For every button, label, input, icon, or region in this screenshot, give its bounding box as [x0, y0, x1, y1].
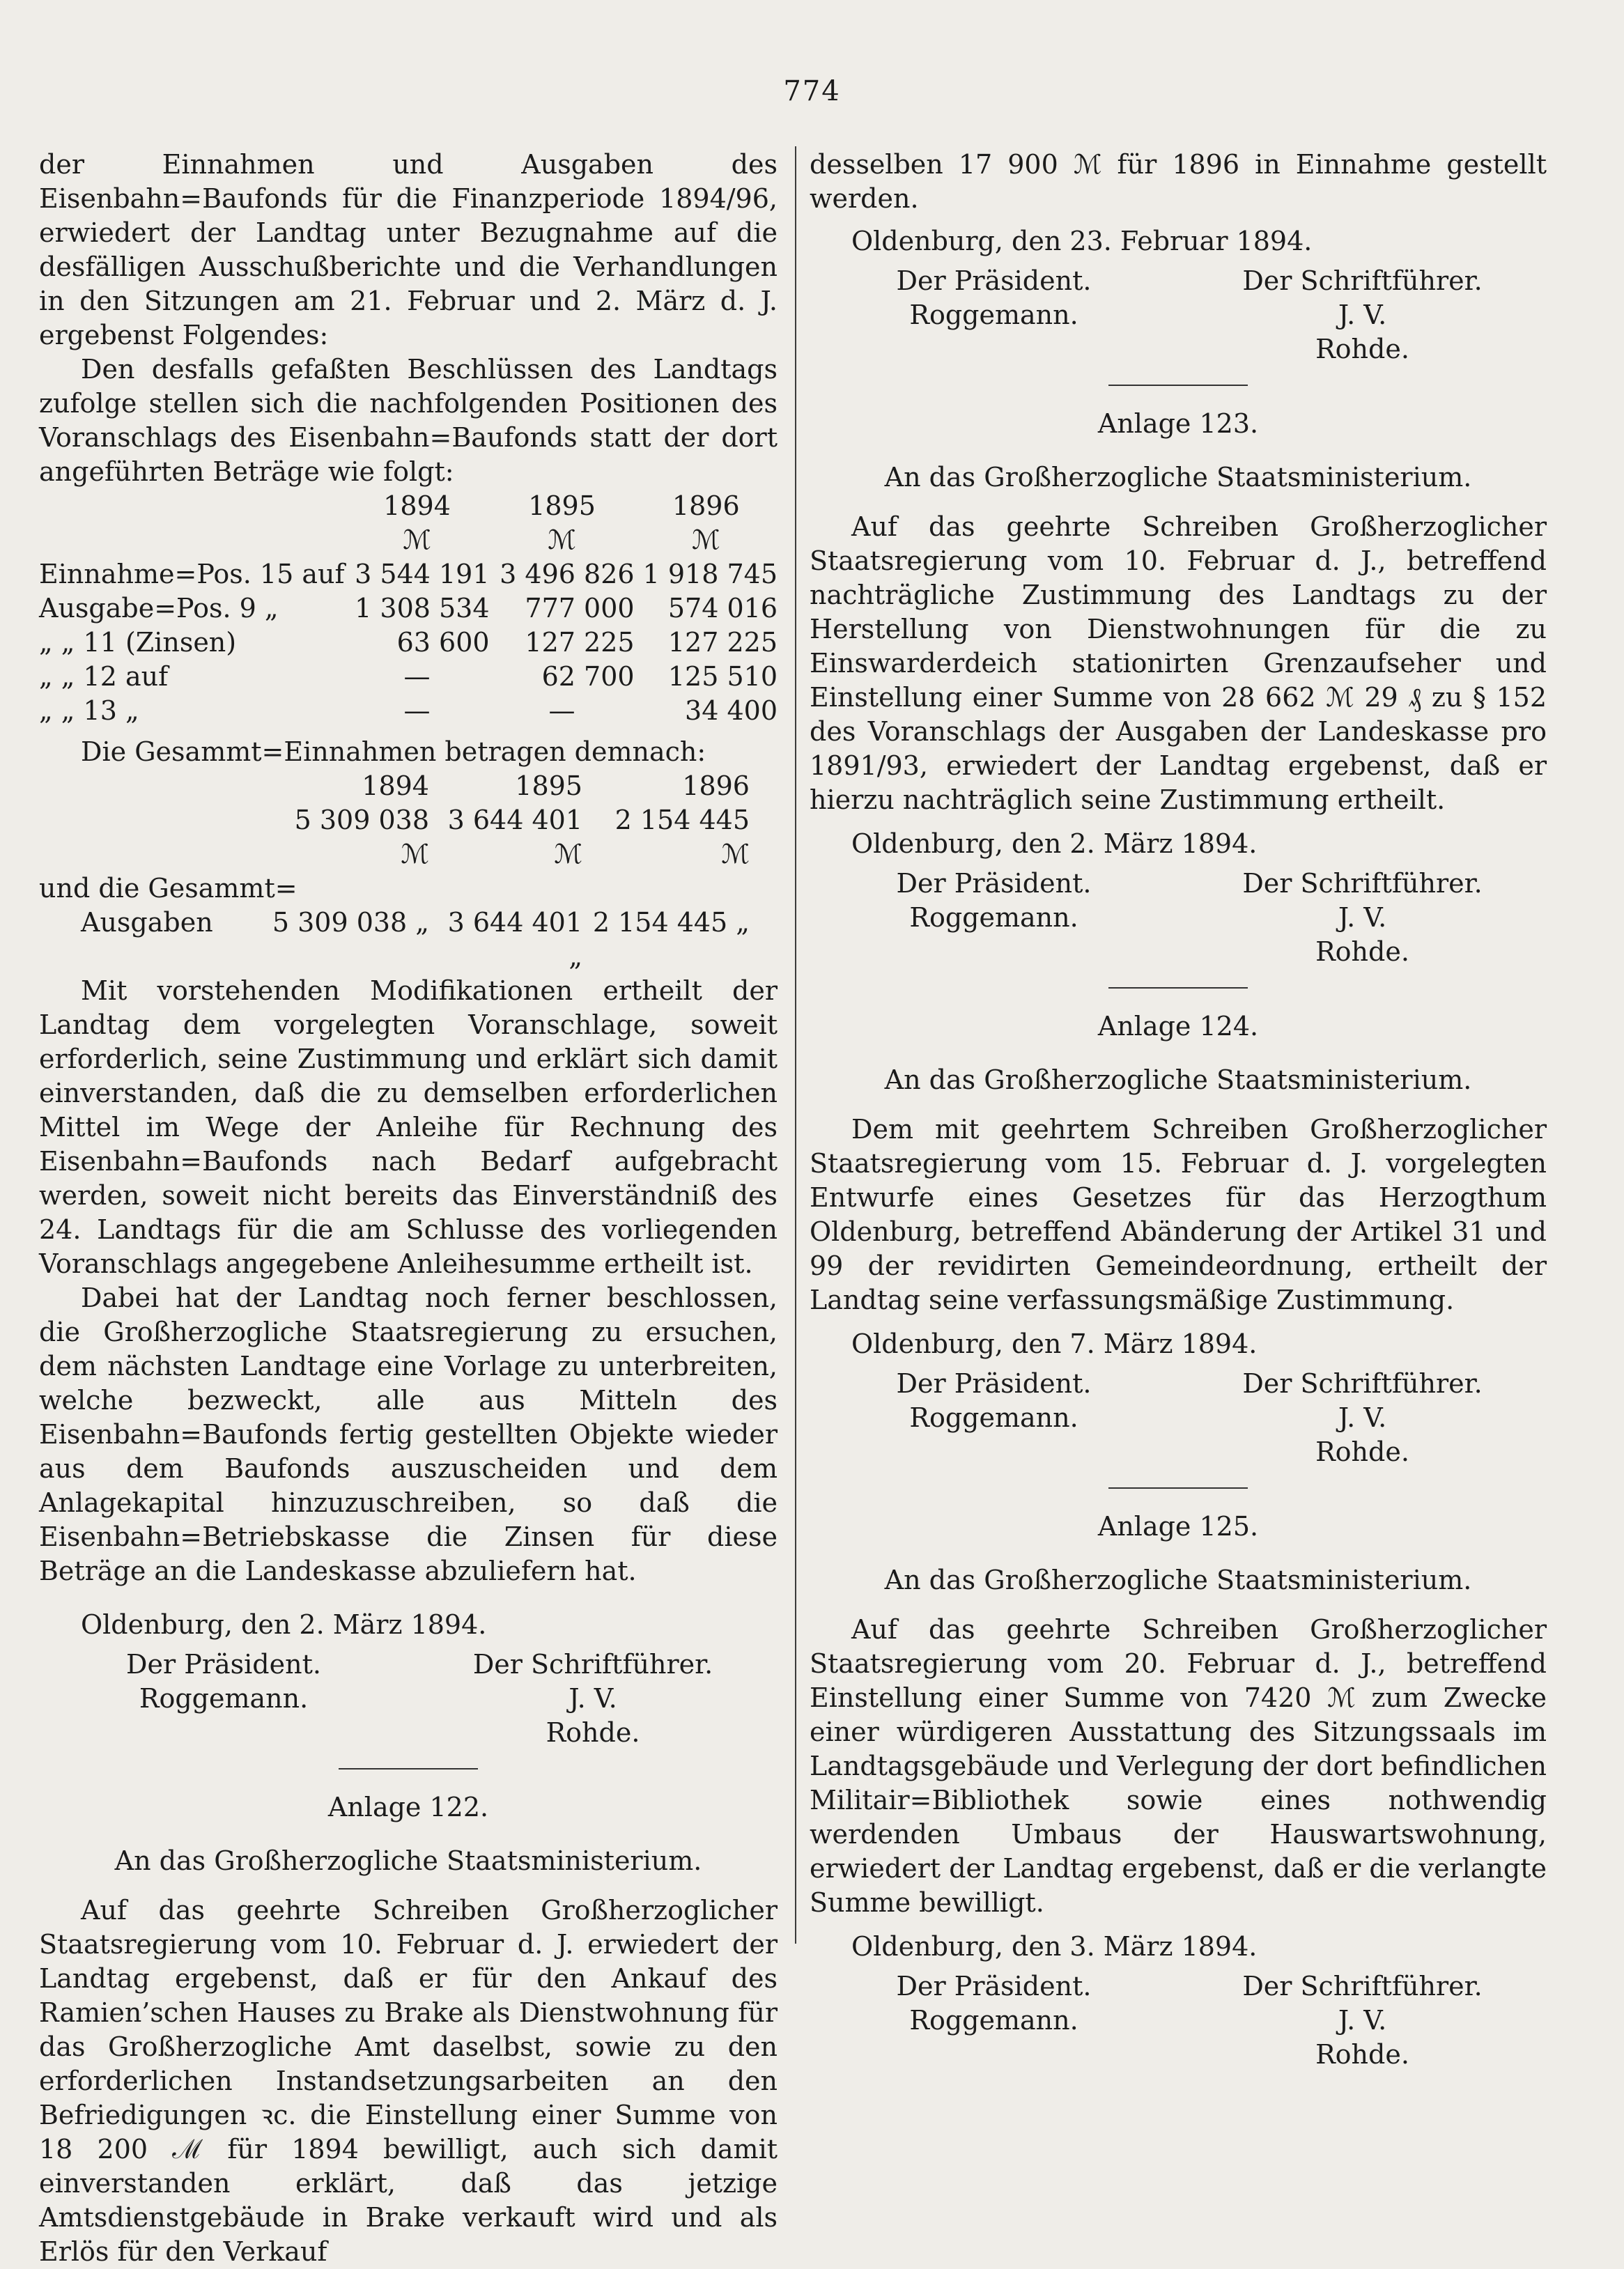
secretary-title: Der Schriftführer.	[472, 1649, 713, 1680]
table-row	[39, 591, 778, 626]
secretary-name: Rohde.	[546, 1717, 640, 1748]
address-line: An das Großherzogliche Staatsministerium.	[114, 1845, 702, 1876]
cell-value: —	[403, 661, 431, 692]
year-header: 1896	[672, 490, 740, 521]
place-date: Oldenburg, den 3. März 1894.	[851, 1931, 1258, 1962]
paragraph: Dem mit geehrtem Schreiben Großherzoglicher Staatsregierung vom 15. Februar d. J. vorgelegten Entwurfe eines Gesetzes für das Herzogthum Oldenburg, betreffend Abänderung der Artikel 31 und 99 der revidirten Gemeindeordnung, ertheilt der Landtag seine verfassungsmäßige Zustimmung.	[810, 1114, 1547, 1315]
cell-value: 777 000	[525, 593, 635, 624]
budget-table	[39, 489, 778, 728]
place-date: Oldenburg, den 2. März 1894.	[851, 828, 1258, 859]
signatures	[810, 1969, 1547, 2072]
cell-value: —	[403, 695, 431, 726]
president-name: Roggemann.	[909, 300, 1078, 330]
total-value: 2 154 445 „	[592, 907, 750, 938]
section-divider	[1108, 385, 1248, 386]
place-date: Oldenburg, den 23. Februar 1894.	[851, 226, 1313, 256]
paragraph: desselben 17 900 ℳ für 1896 in Einnahme gestellt werden.	[810, 149, 1547, 214]
secretary-title: Der Schriftführer.	[1242, 1971, 1483, 2001]
column-divider	[795, 146, 796, 1944]
secretary-name: Rohde.	[1315, 1436, 1409, 1467]
secretary-title: Der Schriftführer.	[1242, 1368, 1483, 1399]
paragraph: Die Gesammt=Einnahmen betragen demnach:	[81, 736, 706, 767]
president-name: Roggemann.	[139, 1683, 309, 1714]
secretary-name: Rohde.	[1315, 936, 1409, 967]
secretary-name: Rohde.	[1315, 2039, 1409, 2070]
place-date: Oldenburg, den 2. März 1894.	[81, 1609, 487, 1640]
secretary-deputy: J. V.	[1338, 902, 1387, 933]
president-title: Der Präsident.	[896, 1971, 1092, 2001]
secretary-deputy: J. V.	[1338, 1402, 1387, 1433]
table-header-years	[39, 489, 778, 523]
paragraph: Auf das geehrte Schreiben Großherzoglicher Staatsregierung vom 10. Februar d. J. erwiedert der Landtag ergebenst, daß er für den Ankauf des Ramien’schen Hauses zu Brake als Dienstwohnung für das Großherzogliche Amt daselbst, sowie zu den erforderlichen Instandsetzungsarbeiten an den Befriedigungen ꝛc. die Einstellung einer Summe von 18 200 ℳ für 1894 bewilligt, auch sich damit einverstanden erklärt, daß das jetzige Amtsdienstgebäude in Brake verkauft wird und als Erlös für den Verkauf	[39, 1895, 778, 2267]
annex-heading: Anlage 123.	[1097, 408, 1259, 439]
paragraph: Auf das geehrte Schreiben Großherzoglicher Staatsregierung vom 10. Februar d. J., betreffend nachträgliche Zustimmung des Landtags zu der Herstellung von Dienstwohnungen für die zu Einswarderdeich stationirten Grenzaufseher und Einstellung einer Summe von 28 662 ℳ 29 ₰ zu § 152 des Voranschlags der Ausgaben der Landeskasse pro 1891/93, erwiedert der Landtag ergebenst, daß er hierzu nachträglich seine Zustimmung ertheilt.	[810, 511, 1547, 815]
president-title: Der Präsident.	[896, 1368, 1092, 1399]
totals-expense-label: und die Gesammt=	[39, 873, 297, 904]
paragraph: der Einnahmen und Ausgaben des Eisenbahn=Baufonds für die Finanzperiode 1894/96, erwiedert der Landtag unter Bezugnahme auf die desfälligen Ausschußberichte und die Verhandlungen in den Sitzungen am 21. Februar und 2. März d. J. ergebenst Folgendes:	[39, 149, 778, 350]
address-line: An das Großherzogliche Staatsministerium.	[884, 1565, 1472, 1595]
row-label: „ „ 11 (Zinsen)	[39, 627, 237, 658]
cell-value: —	[548, 695, 575, 726]
year-header: 1896	[682, 770, 750, 801]
page-number: 774	[783, 75, 841, 107]
president-title: Der Präsident.	[896, 265, 1092, 296]
row-label: Ausgabe=Pos. 9 „	[39, 593, 279, 624]
total-value: 2 154 445 ℳ	[614, 805, 750, 869]
president-title: Der Präsident.	[126, 1649, 321, 1680]
totals-expense	[39, 906, 778, 974]
row-label: „ „ 13 „	[39, 695, 139, 726]
table-row	[39, 626, 778, 660]
year-header: 1895	[515, 770, 582, 801]
address-line: An das Großherzogliche Staatsministerium.	[884, 1064, 1472, 1095]
secretary-title: Der Schriftführer.	[1242, 868, 1483, 899]
cell-value: 1 308 534	[355, 593, 490, 624]
total-value: 3 644 401 ℳ	[447, 805, 582, 869]
table-row	[39, 694, 778, 728]
total-value: 3 644 401 „	[447, 907, 582, 972]
signatures	[39, 1648, 778, 1750]
annex-heading: Anlage 125.	[1097, 1511, 1259, 1542]
section-divider	[1108, 987, 1248, 989]
totals-income	[39, 803, 778, 872]
cell-value: 3 544 191	[355, 559, 490, 589]
cell-value: 125 510	[667, 661, 778, 692]
cell-value: 62 700	[541, 661, 635, 692]
signatures	[810, 264, 1547, 366]
secretary-deputy: J. V.	[569, 1683, 617, 1714]
signatures	[810, 867, 1547, 969]
year-header: 1894	[383, 490, 451, 521]
left-column	[39, 148, 778, 2269]
unit-header: ℳ	[548, 525, 576, 555]
president-title: Der Präsident.	[896, 868, 1092, 899]
total-value: 5 309 038 ℳ	[294, 805, 429, 869]
total-label: Ausgaben	[81, 907, 213, 938]
row-label: Einnahme=Pos. 15 auf	[39, 559, 345, 589]
paragraph: Den desfalls gefaßten Beschlüssen des Landtags zufolge stellen sich die nachfolgenden Positionen des Voranschlags des Eisenbahn=Baufonds statt der dort angeführten Beträge wie folgt:	[39, 354, 778, 487]
president-name: Roggemann.	[909, 1402, 1078, 1433]
row-label: „ „ 12 auf	[39, 661, 169, 692]
president-name: Roggemann.	[909, 902, 1078, 933]
annex-heading: Anlage 122.	[327, 1792, 489, 1822]
year-header: 1894	[362, 770, 429, 801]
table-header-units	[39, 523, 778, 557]
paragraph: Dabei hat der Landtag noch ferner beschlossen, die Großherzogliche Staatsregierung zu ersuchen, dem nächsten Landtage eine Vorlage zu unterbreiten, welche bezweckt, alle aus Mitteln des Eisenbahn=Baufonds fertig gestellten Objekte wieder aus dem Baufonds auszuscheiden und dem Anlagekapital hinzuzuschreiben, so daß die Eisenbahn=Betriebskasse die Zinsen für diese Beträge an die Landeskasse abzuliefern hat.	[39, 1283, 778, 1586]
signatures	[810, 1367, 1547, 1469]
year-header: 1895	[528, 490, 596, 521]
cell-value: 63 600	[396, 627, 490, 658]
place-date: Oldenburg, den 7. März 1894.	[851, 1329, 1258, 1359]
cell-value: 127 225	[667, 627, 778, 658]
cell-value: 127 225	[525, 627, 635, 658]
paragraph: Auf das geehrte Schreiben Großherzoglicher Staatsregierung vom 20. Februar d. J., betreffend Einstellung einer Summe von 7420 ℳ zum Zwecke einer würdigeren Ausstattung des Sitzungssaals im Landtagsgebäude und Verlegung der dort befindlichen Militair=Bibliothek sowie eines nothwendig werdenden Umbaus der Hauswartswohnung, erwiedert der Landtag ergebenst, daß er die verlangte Summe bewilligt.	[810, 1614, 1547, 1918]
president-name: Roggemann.	[909, 2005, 1078, 2036]
paragraph: Mit vorstehenden Modifikationen ertheilt der Landtag dem vorgelegten Voranschlage, soweit erforderlich, seine Zustimmung und erklärt sich damit einverstanden, daß die zu demselben erforderlichen Mittel im Wege der Anleihe für Rechnung des Eisenbahn=Baufonds nach Bedarf aufgebracht werden, soweit nicht bereits das Einverständniß des 24. Landtags für die am Schlusse des vorliegenden Voranschlags angegebene Anleihesumme ertheilt ist.	[39, 975, 778, 1279]
secretary-title: Der Schriftführer.	[1242, 265, 1483, 296]
totals-years	[39, 769, 778, 803]
cell-value: 3 496 826	[500, 559, 635, 589]
secretary-name: Rohde.	[1315, 334, 1409, 364]
secretary-deputy: J. V.	[1338, 2005, 1387, 2036]
cell-value: 1 918 745	[642, 559, 778, 589]
annex-heading: Anlage 124.	[1097, 1011, 1259, 1041]
right-column	[810, 148, 1547, 2072]
cell-value: 574 016	[667, 593, 778, 624]
unit-header: ℳ	[403, 525, 431, 555]
section-divider	[339, 1768, 478, 1769]
table-row	[39, 557, 778, 591]
table-row	[39, 660, 778, 694]
section-divider	[1108, 1487, 1248, 1489]
unit-header: ℳ	[691, 525, 720, 555]
address-line: An das Großherzogliche Staatsministerium.	[884, 462, 1472, 493]
cell-value: 34 400	[685, 695, 778, 726]
secretary-deputy: J. V.	[1338, 300, 1387, 330]
total-value: 5 309 038 „	[272, 907, 429, 938]
